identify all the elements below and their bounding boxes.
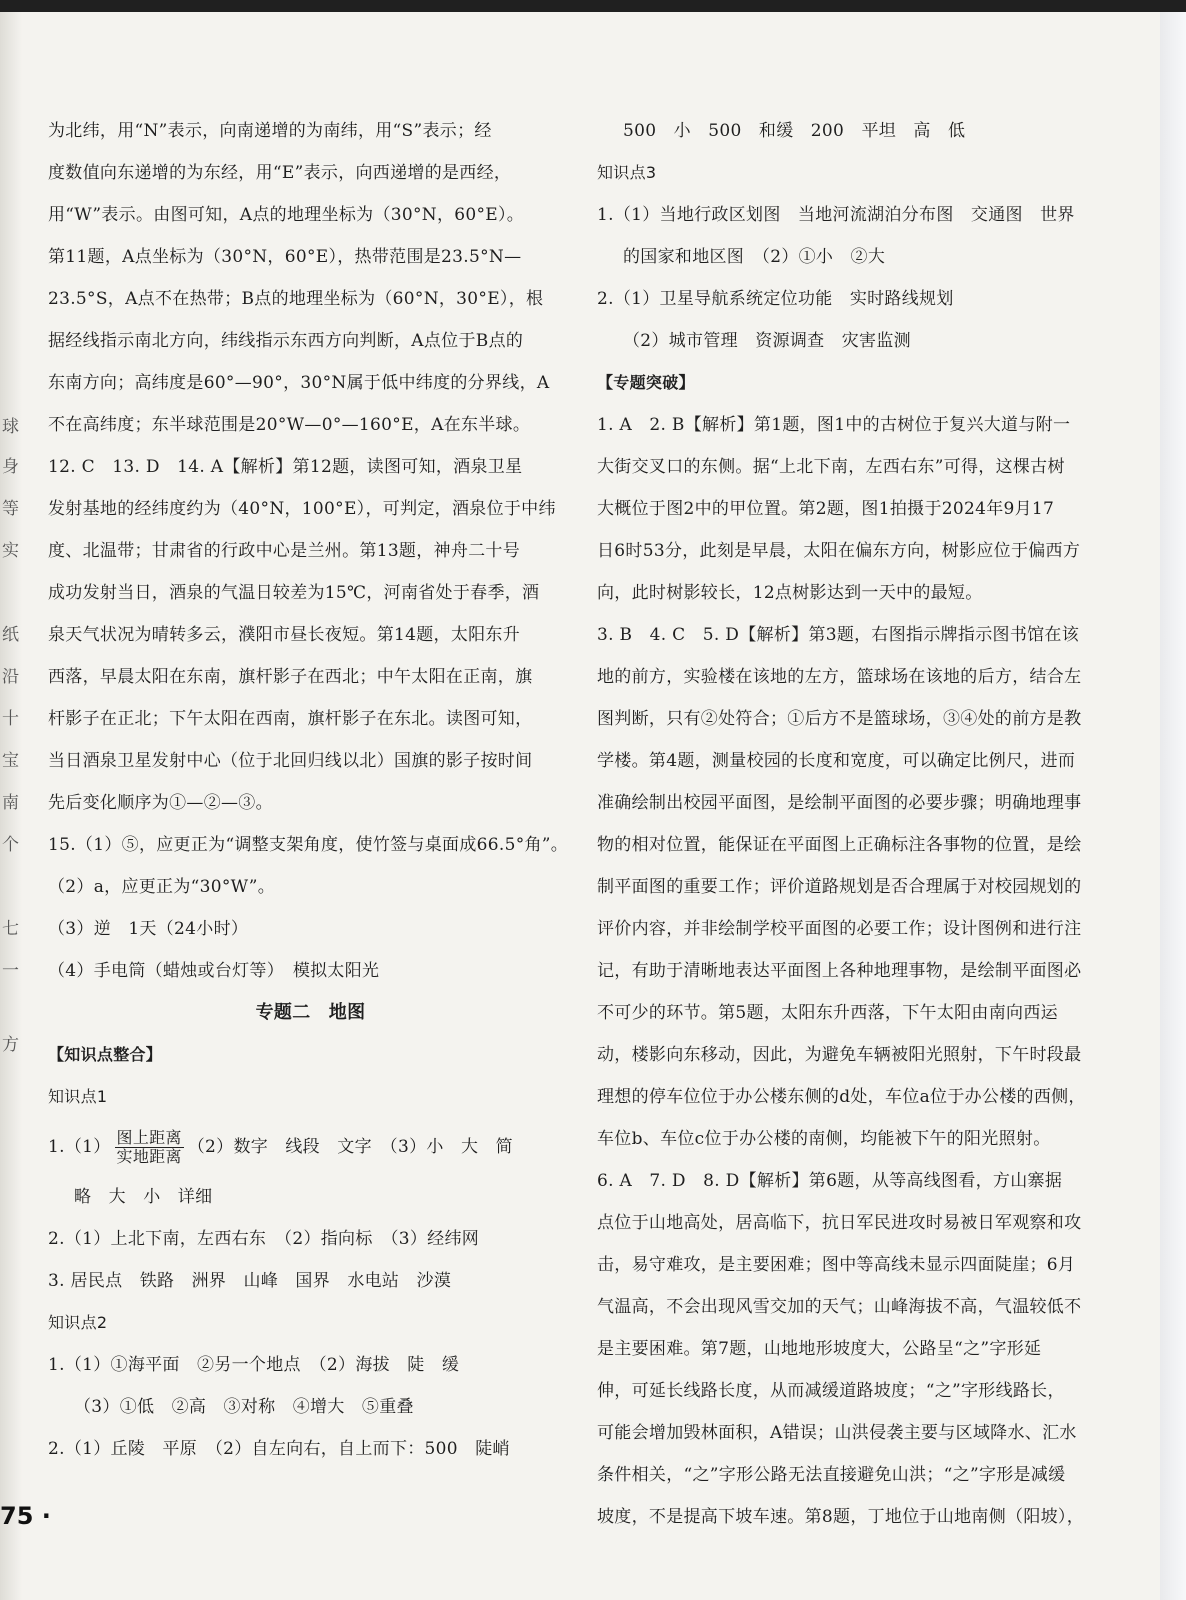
- edge-char: 一: [2, 961, 19, 981]
- edge-char: 十: [2, 709, 19, 729]
- edge-char: 纸: [2, 625, 19, 645]
- kp1-line-1: [48, 1118, 573, 1176]
- text-line: （4）手电筒（蜡烛或台灯等） 模拟太阳光: [48, 961, 380, 981]
- fraction-denominator: 实地距离: [116, 1147, 182, 1166]
- text-line: 大街交叉口的东侧。据“上北下南，左西右东”可得，这棵古树: [597, 457, 1065, 477]
- scan-right-margin: [1160, 12, 1186, 1600]
- text-line: 15.（1）⑤，应更正为“调整支架角度，使竹签与桌面成66.5°角”。: [48, 835, 569, 855]
- edge-char: 七: [2, 919, 19, 939]
- text-line: 3. 居民点 铁路 洲界 山峰 国界 水电站 沙漠: [48, 1271, 452, 1291]
- text-line: 杆影子在正北；下午太阳在西南，旗杆影子在东北。读图可知，: [48, 709, 533, 729]
- text-line: （2）a，应更正为“30°W”。: [48, 877, 276, 897]
- text-line: 日6时53分，此刻是早晨，太阳在偏东方向，树影应位于偏西方: [597, 541, 1081, 561]
- text-line: 地的前方，实验楼在该地的左方，篮球场在该地的后方，结合左: [597, 667, 1082, 687]
- kp1-prefix: 1.（1）: [48, 1137, 111, 1157]
- text-line: 是主要困难。第7题，山地地形坡度大，公路呈“之”字形延: [597, 1339, 1042, 1359]
- edge-char: 等: [2, 499, 19, 519]
- fraction-numerator: 图上距离: [116, 1128, 182, 1147]
- right-column: [597, 110, 1119, 1538]
- edge-char: 实: [2, 541, 19, 561]
- edge-char: 球: [2, 417, 19, 437]
- text-line: 500 小 500 和缓 200 平坦 高 低: [623, 121, 966, 141]
- text-line: 用“W”表示。由图可知，A点的地理坐标为（30°N，60°E）。: [48, 205, 525, 225]
- edge-char: 身: [2, 457, 19, 477]
- text-line: 当日酒泉卫星发射中心（位于北回归线以北）国旗的影子按时间: [48, 751, 533, 771]
- text-line: （3）逆 1天（24小时）: [48, 919, 249, 939]
- text-line: 不可少的环节。第5题，太阳东升西落，下午太阳由南向西运: [597, 1003, 1058, 1023]
- text-line: 西落，早晨太阳在东南，旗杆影子在西北；中午太阳在正南，旗: [48, 667, 533, 687]
- text-line: （3）①低 ②高 ③对称 ④增大 ⑤重叠: [74, 1397, 414, 1417]
- text-line: 2.（1）上北下南，左西右东 （2）指向标 （3）经纬网: [48, 1229, 480, 1249]
- text-line: 评价内容，并非绘制学校平面图的必要工作；设计图例和进行注: [597, 919, 1082, 939]
- text-line: 记，有助于清晰地表达平面图上各种地理事物，是绘制平面图必: [597, 961, 1082, 981]
- edge-char: 南: [2, 793, 19, 813]
- edge-char: 个: [2, 835, 19, 855]
- edge-char: 沿: [2, 667, 19, 687]
- text-line: 略 大 小 详细: [74, 1187, 213, 1207]
- text-line: 先后变化顺序为①—②—③。: [48, 793, 273, 813]
- text-line: 1.（1）①海平面 ②另一个地点 （2）海拔 陡 缓: [48, 1355, 460, 1375]
- left-column: [48, 110, 573, 1470]
- text-line: 条件相关，“之”字形公路无法直接避免山洪；“之”字形是减缓: [597, 1465, 1066, 1485]
- text-line: （2）城市管理 资源调查 灾害监测: [623, 331, 911, 351]
- text-line: 第11题，A点坐标为（30°N，60°E），热带范围是23.5°N—: [48, 247, 522, 267]
- section-summary-heading: 【知识点整合】: [48, 1045, 163, 1064]
- text-line: 东南方向；高纬度是60°—90°，30°N属于低中纬度的分界线，A: [48, 373, 550, 393]
- text-line: 泉天气状况为晴转多云，濮阳市昼长夜短。第14题，太阳东升: [48, 625, 521, 645]
- text-line: 大概位于图2中的甲位置。第2题，图1拍摄于2024年9月17: [597, 499, 1055, 519]
- page-number: 75 ·: [0, 1502, 51, 1530]
- text-line: 动，楼影向东移动，因此，为避免车辆被阳光照射，下午时段最: [597, 1045, 1082, 1065]
- text-line: 为北纬，用“N”表示，向南递增的为南纬，用“S”表示；经: [48, 121, 492, 141]
- text-line: 3. B 4. C 5. D【解析】第3题，右图指示牌指示图书馆在该: [597, 625, 1080, 645]
- knowledge-point-2-label: 知识点2: [48, 1313, 108, 1332]
- text-line: 图判断，只有②处符合；①后方不是篮球场，③④处的前方是教: [597, 709, 1082, 729]
- text-line: 发射基地的经纬度约为（40°N，100°E），可判定，酒泉位于中纬: [48, 499, 556, 519]
- text-line: 2.（1）丘陵 平原 （2）自左向右，自上而下：500 陡峭: [48, 1439, 510, 1459]
- text-line: 1. A 2. B【解析】第1题，图1中的古树位于复兴大道与附一: [597, 415, 1071, 435]
- text-line: 伸，可延长线路长度，从而减缓道路坡度；“之”字形线路长，: [597, 1381, 1065, 1401]
- text-line: 物的相对位置，能保证在平面图上正确标注各事物的位置，是绘: [597, 835, 1082, 855]
- topic-heading: 专题二 地图: [255, 1002, 366, 1023]
- section-breakthrough-heading: 【专题突破】: [597, 373, 695, 392]
- text-line: 2.（1）卫星导航系统定位功能 实时路线规划: [597, 289, 954, 309]
- edge-char: 宝: [2, 751, 19, 771]
- text-line: 车位b、车位c位于办公楼的南侧，均能被下午的阳光照射。: [597, 1129, 1051, 1149]
- text-line: 1.（1）当地行政区划图 当地河流湖泊分布图 交通图 世界: [597, 205, 1075, 225]
- text-line: 12. C 13. D 14. A【解析】第12题，读图可知，酒泉卫星: [48, 457, 523, 477]
- text-line: 坡度，不是提高下坡车速。第8题，丁地位于山地南侧（阳坡），: [597, 1507, 1085, 1527]
- text-line: 点位于山地高处，居高临下，抗日军民进攻时易被日军观察和攻: [597, 1213, 1082, 1233]
- text-line: 可能会增加毁林面积，A错误；山洪侵袭主要与区域降水、汇水: [597, 1423, 1077, 1443]
- text-line: 度、北温带；甘肃省的行政中心是兰州。第13题，神舟二十号: [48, 541, 521, 561]
- text-line: 成功发射当日，酒泉的气温日较差为15℃，河南省处于春季，酒: [48, 583, 540, 603]
- text-line: 6. A 7. D 8. D【解析】第6题，从等高线图看，方山寨据: [597, 1171, 1063, 1191]
- text-line: 准确绘制出校园平面图，是绘制平面图的必要步骤；明确地理事: [597, 793, 1082, 813]
- scale-fraction: [115, 1129, 184, 1166]
- knowledge-point-3-label: 知识点3: [597, 163, 657, 182]
- text-line: 据经线指示南北方向，纬线指示东西方向判断，A点位于B点的: [48, 331, 524, 351]
- edge-char: 方: [2, 1035, 19, 1055]
- text-line: 的国家和地区图 （2）①小 ②大: [623, 247, 886, 267]
- text-line: 学楼。第4题，测量校园的长度和宽度，可以确定比例尺，进而: [597, 751, 1076, 771]
- text-line: 理想的停车位位于办公楼东侧的d处，车位a位于办公楼的西侧，: [597, 1087, 1086, 1107]
- text-line: 23.5°S，A点不在热带；B点的地理坐标为（60°N，30°E），根: [48, 289, 544, 309]
- text-line: 度数值向东递增的为东经，用“E”表示，向西递增的是西经，: [48, 163, 512, 183]
- scan-top-border: [0, 0, 1186, 12]
- kp1-suffix: （2）数字 线段 文字 （3）小 大 简: [187, 1137, 513, 1157]
- text-line: 向，此时树影较长，12点树影达到一天中的最短。: [597, 583, 983, 603]
- text-line: 制平面图的重要工作；评价道路规划是否合理属于对校园规划的: [597, 877, 1082, 897]
- text-line: 不在高纬度；东半球范围是20°W—0°—160°E，A在东半球。: [48, 415, 531, 435]
- text-line: 击，易守难攻，是主要困难；图中等高线未显示四面陡崖；6月: [597, 1255, 1076, 1275]
- knowledge-point-1-label: 知识点1: [48, 1087, 108, 1106]
- text-line: 气温高，不会出现风雪交加的天气；山峰海拔不高，气温较低不: [597, 1297, 1082, 1317]
